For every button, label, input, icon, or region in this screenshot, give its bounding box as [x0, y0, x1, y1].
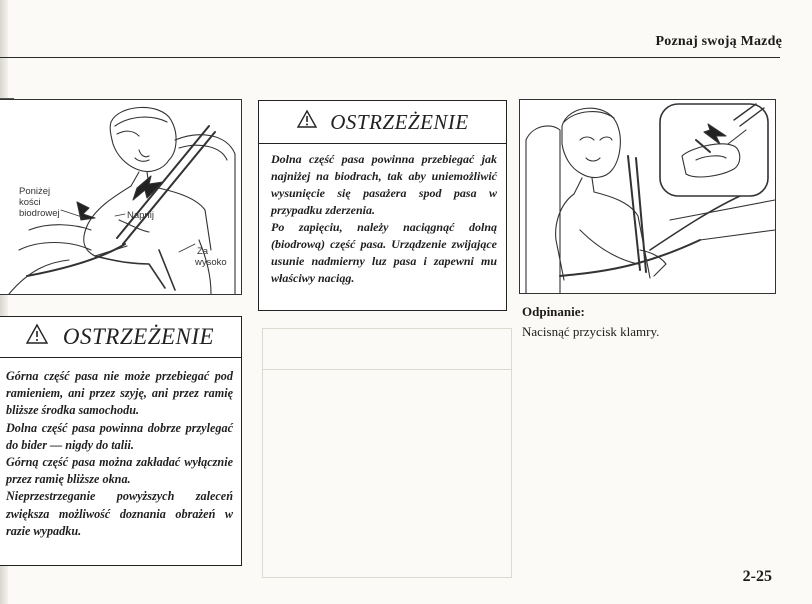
warning-box-lap-belt [258, 100, 507, 311]
warning-header [0, 317, 241, 358]
label-tighten: Napnij [127, 210, 154, 221]
release-title: Odpinanie: [522, 304, 585, 319]
figure-seatbelt-fastening [0, 99, 242, 295]
label-below-hip-line-1: Poniżej [19, 186, 51, 197]
warning-paragraph-1: Górna część pasa nie może przebiegać pod ramieniem, ani przez szyję, ani przez ramię bliższe środka samochodu. [6, 369, 233, 418]
warning-header [259, 101, 506, 144]
label-too-high-line-1: Za [197, 246, 209, 257]
label-below-hip-line-3: biodrowej [19, 208, 60, 219]
bleed-through-header [262, 328, 512, 370]
figure-seatbelt-release [519, 99, 776, 294]
warning-paragraph-2: Dolna część pasa powinna dobrze przylegać do bider — nigdy do talii. [6, 420, 233, 452]
warning-triangle-icon [25, 323, 49, 351]
warning-paragraph-1: Dolna część pasa powinna przebiegać jak najniżej na biodrach, tak aby uniemożliwić wysunięcie się pasażera spod pasa w przypadku zderzenia. [271, 152, 497, 217]
warning-box-shoulder-belt [0, 316, 242, 566]
warning-title: OSTRZEŻENIE [62, 324, 215, 349]
page-header-title: Poznaj swoją Mazdę [655, 34, 782, 49]
label-below-hip [19, 186, 60, 219]
illustration-woman-releasing-buckle [520, 100, 775, 293]
label-below-hip-line-2: kości [19, 197, 41, 208]
warning-body [259, 144, 506, 287]
warning-triangle-icon [296, 109, 318, 135]
page-number: 2-25 [742, 568, 772, 585]
header-rule [0, 57, 780, 58]
warning-paragraph-4: Nieprzestrzeganie powyższych zaleceń zwiększa możliwość doznania obrażeń w razie wypadku. [6, 489, 233, 538]
warning-paragraph-3: Górną część pasa można zakładać wyłącznie przez ramię bliższe okna. [6, 455, 233, 487]
label-too-high-line-2: wysoko [195, 257, 227, 268]
warning-paragraph-2: Po zapięciu, należy naciągnąć dolną (biodrową) część pasa. Urządzenie zwijające usunie nadmierny luz pasa i zapewni mu właściwy naciąg. [271, 220, 497, 285]
label-too-high [195, 246, 227, 268]
warning-title: OSTRZEŻENIE [330, 109, 469, 134]
warning-body [0, 358, 241, 540]
release-text: Nacisnąć przycisk klamry. [522, 324, 660, 339]
